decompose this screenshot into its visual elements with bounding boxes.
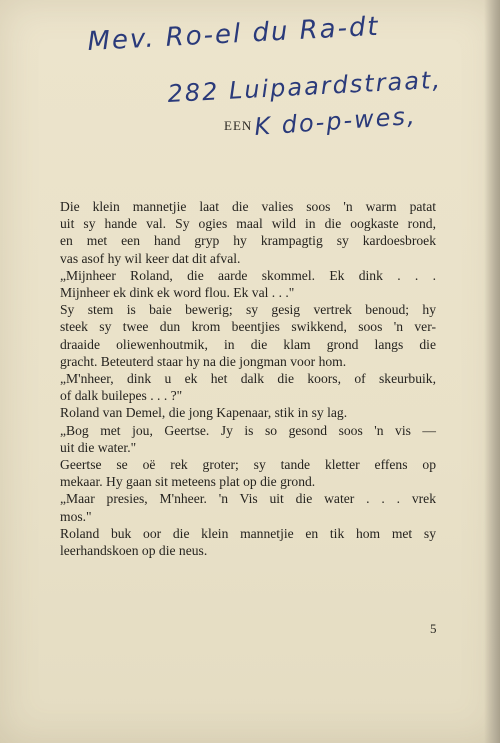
paragraph bbox=[60, 198, 436, 267]
text-line: mekaar. Hy gaan sit meteens plat op die grond. bbox=[60, 474, 316, 490]
handwritten-address bbox=[0, 0, 500, 160]
paragraph bbox=[60, 370, 436, 404]
text-line: leerhandskoen op die neus. bbox=[60, 543, 208, 559]
handwriting-line-2: 282 Luipaardstraat, bbox=[166, 65, 443, 108]
text-line: of dalk builepes . . . ?" bbox=[60, 388, 183, 404]
paragraph bbox=[60, 525, 436, 559]
text-line: en met een hand gryp hy krampagtig sy kardoesbroek bbox=[60, 233, 436, 249]
text-line: steek sy twee dun krom beentjies swikkend, soos 'n ver- bbox=[60, 319, 436, 335]
chapter-title: EEN bbox=[224, 118, 253, 133]
text-line: mos." bbox=[60, 508, 92, 524]
text-line: uit die water." bbox=[60, 439, 137, 455]
text-line: Roland buk oor die klein mannetjie en tik hom met sy bbox=[60, 525, 436, 541]
paragraph bbox=[60, 456, 436, 490]
text-line: Die klein mannetjie laat die valies soos 'n warm patat bbox=[60, 199, 436, 214]
body-text bbox=[60, 198, 436, 559]
text-line: draaide oliewenhoutmik, in die klam grond langs die bbox=[60, 336, 436, 352]
text-line: uit sy hande val. Sy ogies maal wild in die oogkaste rond, bbox=[60, 216, 436, 232]
text-line: „Mijnheer Roland, die aarde skommel. Ek dink . . . bbox=[60, 267, 436, 283]
paragraph bbox=[60, 267, 436, 301]
paragraph bbox=[60, 404, 436, 421]
text-line: „Bog met jou, Geertse. Jy is so gesond soos 'n vis — bbox=[60, 422, 436, 438]
text-line: gracht. Beteuterd staar hy na die jongman voor hom. bbox=[60, 353, 347, 369]
handwriting-line-3: K do-p-wes, bbox=[253, 101, 418, 141]
paragraph bbox=[60, 490, 436, 524]
text-line: Sy stem is baie bewerig; sy gesig vertrek benoud; hy bbox=[60, 302, 436, 318]
text-line: Geertse se oë rek groter; sy tande kletter effens op bbox=[60, 457, 436, 473]
text-line: „M'nheer, dink u ek het dalk die koors, of skeurbuik, bbox=[60, 371, 436, 387]
text-line: Roland van Demel, die jong Kapenaar, stik in sy lag. bbox=[60, 405, 348, 421]
page-number: 5 bbox=[430, 621, 437, 636]
text-line: „Maar presies, M'nheer. 'n Vis uit die water . . . vrek bbox=[60, 491, 436, 507]
handwriting-line-1: Mev. Ro-el du Ra-dt bbox=[86, 11, 381, 57]
paragraph bbox=[60, 422, 436, 456]
text-line: Mijnheer ek dink ek word flou. Ek val . . ." bbox=[60, 285, 295, 301]
paragraph bbox=[60, 301, 436, 370]
text-line: vas asof hy wil keer dat dit afval. bbox=[60, 250, 241, 266]
